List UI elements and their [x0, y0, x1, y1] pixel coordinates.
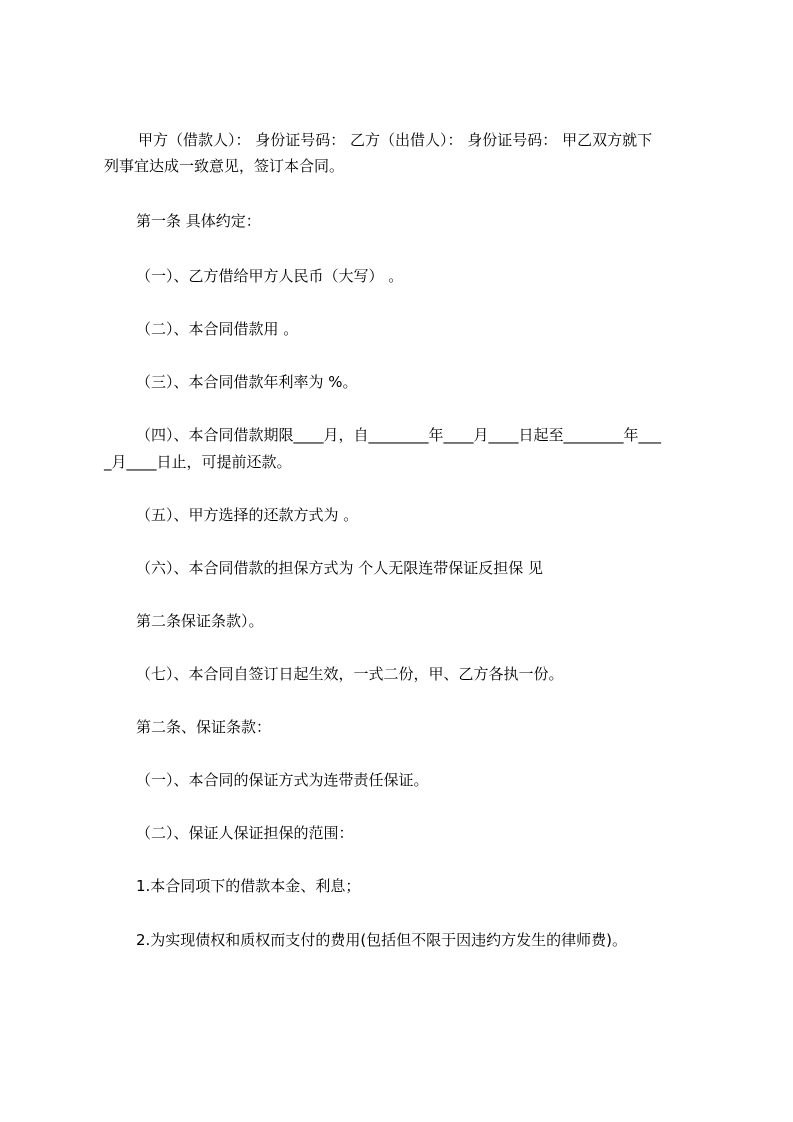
clause-4-term: （四）、本合同借款期限____月，自________年____月____日起至________年___: [136, 426, 662, 444]
clause-5-repayment: （五）、甲方选择的还款方式为 。: [136, 506, 359, 524]
guarantee-scope-item-1: 1.本合同项下的借款本金、利息；: [136, 877, 361, 895]
clause-6-guarantee: （六）、本合同借款的担保方式为 个人无限连带保证反担保 见: [136, 559, 544, 577]
guarantee-scope-item-2: 2.为实现债权和质权而支付的费用(包括但不限于因违约方发生的律师费)。: [136, 931, 628, 949]
article-one-heading: 第一条 具体约定：: [136, 212, 261, 230]
party-info-line-continued: 列事宜达成一致意见，签订本合同。: [104, 157, 345, 175]
clause-7-effective: （七）、本合同自签订日起生效，一式二份，甲、乙方各执一份。: [136, 665, 564, 683]
article-two-heading: 第二条、保证条款：: [136, 718, 272, 736]
guarantee-clause-2: （二）、保证人保证担保的范围：: [136, 824, 354, 842]
clause-6-guarantee-continued: 第二条保证条款）。: [136, 612, 264, 630]
clause-4-term-continued: _月____日止，可提前还款。: [104, 453, 292, 471]
clause-1-amount: （一）、乙方借给甲方人民币（大写） 。: [136, 267, 404, 285]
clause-3-interest-rate: （三）、本合同借款年利率为 %。: [136, 373, 358, 391]
party-info-line: 甲方（借款人）： 身份证号码： 乙方（出借人）： 身份证号码： 甲乙双方就下: [138, 131, 653, 149]
guarantee-clause-1: （一）、本合同的保证方式为连带责任保证。: [136, 771, 429, 789]
clause-2-purpose: （二）、本合同借款用 。: [136, 320, 299, 338]
